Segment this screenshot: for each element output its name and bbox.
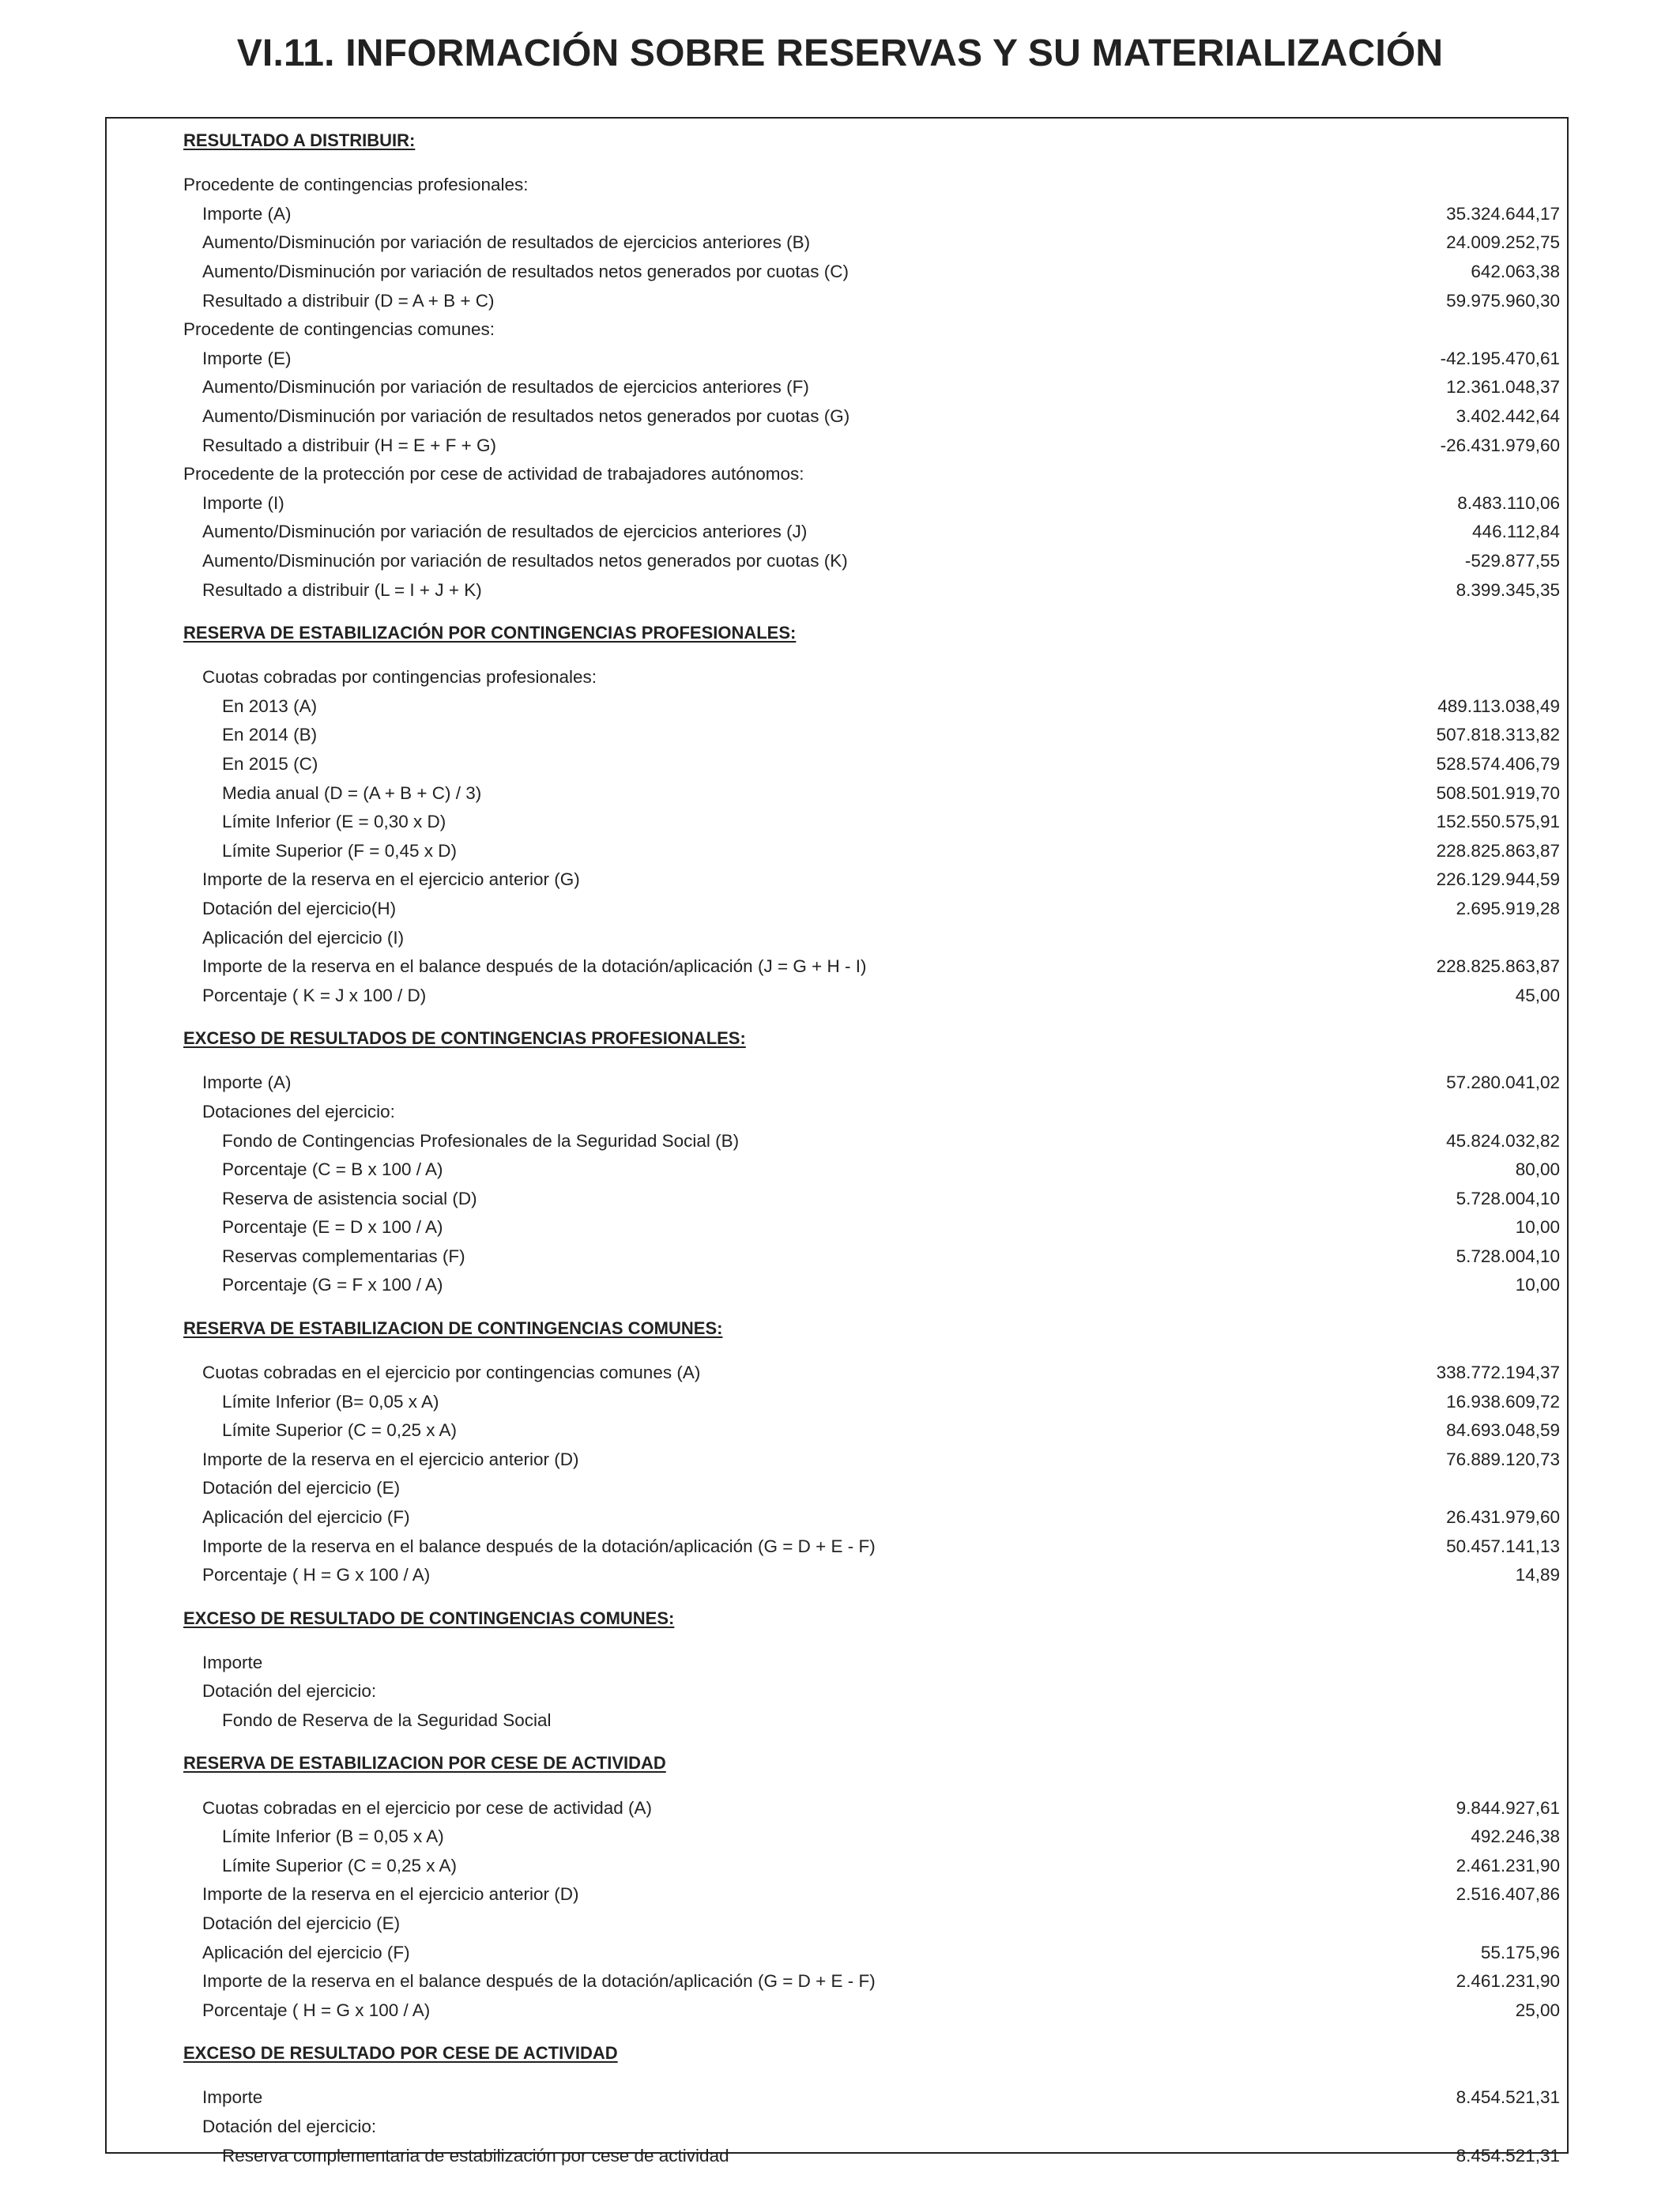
row-value: 2.461.231,90	[1456, 1855, 1560, 1875]
row-label: Porcentaje ( H = G x 100 / A)	[202, 2000, 431, 2020]
row-value: 8.454.521,31	[1456, 2145, 1560, 2166]
row-value: 226.129.944,59	[1436, 869, 1560, 890]
section	[183, 1604, 1560, 1736]
table-row	[183, 460, 1560, 489]
table-row	[183, 200, 1560, 229]
row-label: Límite Superior (C = 0,25 x A)	[222, 1420, 458, 1441]
row-value: 35.324.644,17	[1446, 203, 1560, 224]
row-value: 3.402.442,64	[1456, 406, 1560, 427]
table-row	[183, 836, 1560, 865]
row-value: -26.431.979,60	[1440, 435, 1560, 455]
table-row	[183, 1098, 1560, 1127]
table-row	[183, 1242, 1560, 1272]
table-row	[183, 1446, 1560, 1475]
row-label: Importe de la reserva en el ejercicio anterior (G)	[202, 869, 580, 890]
row-value: 26.431.979,60	[1446, 1507, 1560, 1528]
row-value: 9.844.927,61	[1456, 1797, 1560, 1818]
row-label: Procedente de contingencias profesionales:	[183, 175, 529, 195]
table-row	[183, 315, 1560, 345]
table-row	[183, 808, 1560, 837]
row-label: Reservas complementarias (F)	[222, 1246, 465, 1266]
table-row	[183, 1155, 1560, 1185]
table-row	[183, 1649, 1560, 1678]
row-label: Límite Inferior (B = 0,05 x A)	[222, 1826, 444, 1847]
table-row	[183, 721, 1560, 750]
row-label: Media anual (D = (A + B + C) / 3)	[222, 782, 482, 803]
document-frame	[105, 117, 1569, 2166]
table-row	[183, 1793, 1560, 1823]
row-value: 45,00	[1515, 985, 1560, 1005]
table-row	[183, 1852, 1560, 1881]
reserves-content	[183, 126, 1560, 2170]
row-label: Fondo de Reserva de la Seguridad Social	[222, 1710, 552, 1731]
row-value: 5.728.004,10	[1456, 1246, 1560, 1266]
table-row	[183, 952, 1560, 982]
row-value: 84.693.048,59	[1446, 1420, 1560, 1441]
section	[183, 1314, 1560, 1590]
table-row	[183, 489, 1560, 518]
row-label: Importe (A)	[202, 1072, 292, 1093]
row-value: 14,89	[1515, 1565, 1560, 1585]
row-label: Procedente de la protección por cese de actividad de trabajadores autónomos:	[183, 464, 804, 484]
row-value: 16.938.609,72	[1446, 1391, 1560, 1412]
table-row	[183, 1213, 1560, 1242]
row-label: Importe	[202, 2087, 263, 2108]
section-title: RESERVA DE ESTABILIZACION POR CESE DE ACTIVIDAD	[183, 1753, 666, 1774]
row-value: 50.457.141,13	[1446, 1536, 1560, 1556]
table-row	[183, 1706, 1560, 1736]
table-row	[183, 895, 1560, 924]
table-row	[183, 1184, 1560, 1213]
row-value: 507.818.313,82	[1436, 725, 1560, 745]
row-label: Aumento/Disminución por variación de resultados netos generados por cuotas (C)	[202, 262, 849, 282]
row-label: En 2013 (A)	[222, 696, 318, 716]
row-label: Procedente de contingencias comunes:	[183, 319, 495, 340]
row-value: 528.574.406,79	[1436, 753, 1560, 774]
row-label: Aplicación del ejercicio (F)	[202, 1942, 410, 1962]
table-row	[183, 1416, 1560, 1446]
table-row	[183, 663, 1560, 692]
table-row	[183, 1532, 1560, 1561]
row-label: Importe (I)	[202, 492, 284, 513]
table-row	[183, 431, 1560, 460]
table-row	[183, 258, 1560, 287]
row-value: 45.824.032,82	[1446, 1130, 1560, 1151]
row-value: 80,00	[1515, 1159, 1560, 1180]
row-label: Importe de la reserva en el balance después de la dotación/aplicación (J = G + H - I)	[202, 956, 867, 977]
row-value: 338.772.194,37	[1436, 1363, 1560, 1383]
row-value: 642.063,38	[1471, 262, 1560, 282]
row-label: Resultado a distribuir (D = A + B + C)	[202, 290, 495, 311]
row-label: Límite Inferior (B= 0,05 x A)	[222, 1391, 439, 1412]
table-row	[183, 345, 1560, 374]
table-row	[183, 1677, 1560, 1706]
table-row	[183, 778, 1560, 808]
row-label: Importe (E)	[202, 348, 292, 368]
section-title: EXCESO DE RESULTADOS DE CONTINGENCIAS PROFESIONALES:	[183, 1028, 746, 1049]
section	[183, 1749, 1560, 2025]
section-title: RESULTADO A DISTRIBUIR:	[183, 130, 416, 150]
row-label: En 2014 (B)	[222, 725, 318, 745]
row-value: 76.889.120,73	[1446, 1449, 1560, 1469]
row-label: Porcentaje (E = D x 100 / A)	[222, 1217, 443, 1238]
row-label: Aumento/Disminución por variación de resultados de ejercicios anteriores (F)	[202, 377, 809, 398]
table-row	[183, 2083, 1560, 2113]
row-value: 2.516.407,86	[1456, 1884, 1560, 1905]
row-value: 228.825.863,87	[1436, 840, 1560, 861]
row-label: Dotación del ejercicio (E)	[202, 1478, 401, 1498]
table-row	[183, 1069, 1560, 1098]
row-value: 2.695.919,28	[1456, 898, 1560, 918]
row-value: 8.399.345,35	[1456, 579, 1560, 600]
row-value: 446.112,84	[1472, 522, 1560, 542]
row-value: 24.009.252,75	[1446, 232, 1560, 253]
row-label: Aumento/Disminución por variación de resultados netos generados por cuotas (G)	[202, 406, 850, 427]
table-row	[183, 575, 1560, 605]
row-value: 57.280.041,02	[1446, 1072, 1560, 1093]
row-label: Dotaciones del ejercicio:	[202, 1101, 395, 1122]
table-row	[183, 1561, 1560, 1590]
row-value: 59.975.960,30	[1446, 290, 1560, 311]
row-label: Importe (A)	[202, 203, 292, 224]
row-label: Porcentaje ( H = G x 100 / A)	[202, 1565, 431, 1585]
table-row	[183, 865, 1560, 895]
row-value: -42.195.470,61	[1440, 348, 1560, 368]
table-row	[183, 1503, 1560, 1532]
table-row	[183, 1126, 1560, 1155]
table-row	[183, 373, 1560, 402]
row-label: Cuotas cobradas por contingencias profesionales:	[202, 667, 597, 688]
row-value: 10,00	[1515, 1217, 1560, 1238]
row-value: 8.483.110,06	[1457, 492, 1560, 513]
row-value: 489.113.038,49	[1437, 696, 1560, 716]
row-value: 12.361.048,37	[1446, 377, 1560, 398]
section-title: RESERVA DE ESTABILIZACIÓN POR CONTINGENCIAS PROFESIONALES:	[183, 622, 797, 643]
table-row	[183, 1387, 1560, 1416]
table-row	[183, 1967, 1560, 1996]
row-value: 508.501.919,70	[1436, 782, 1560, 803]
row-label: Fondo de Contingencias Profesionales de la Seguridad Social (B)	[222, 1130, 740, 1151]
section	[183, 1024, 1560, 1300]
row-label: Dotación del ejercicio:	[202, 2116, 377, 2136]
row-value: 55.175,96	[1480, 1942, 1560, 1962]
table-row	[183, 171, 1560, 200]
table-row	[183, 402, 1560, 432]
section-title: RESERVA DE ESTABILIZACION DE CONTINGENCIAS COMUNES:	[183, 1318, 723, 1338]
row-label: Dotación del ejercicio(H)	[202, 898, 397, 918]
section-title: EXCESO DE RESULTADO POR CESE DE ACTIVIDAD	[183, 2043, 618, 2064]
table-row	[183, 1996, 1560, 2025]
table-row	[183, 228, 1560, 258]
row-label: Aumento/Disminución por variación de resultados de ejercicios anteriores (J)	[202, 522, 808, 542]
row-value: 10,00	[1515, 1275, 1560, 1295]
table-row	[183, 1474, 1560, 1503]
row-label: Aumento/Disminución por variación de resultados netos generados por cuotas (K)	[202, 551, 848, 571]
section	[183, 126, 1560, 605]
row-label: Aplicación del ejercicio (F)	[202, 1507, 410, 1528]
row-label: Reserva complementaria de estabilización por cese de actividad	[222, 2145, 729, 2166]
row-value: -529.877,55	[1464, 551, 1560, 571]
row-value: 5.728.004,10	[1456, 1188, 1560, 1208]
table-row	[183, 750, 1560, 779]
section	[183, 619, 1560, 1010]
row-label: Importe de la reserva en el ejercicio anterior (D)	[202, 1449, 579, 1469]
table-row	[183, 1823, 1560, 1852]
row-value: 228.825.863,87	[1436, 956, 1560, 977]
table-row	[183, 692, 1560, 722]
table-row	[183, 1359, 1560, 1388]
table-row	[183, 1909, 1560, 1939]
table-row	[183, 2113, 1560, 2142]
row-label: Resultado a distribuir (H = E + F + G)	[202, 435, 497, 455]
page-title: VI.11. INFORMACIÓN SOBRE RESERVAS Y SU MATERIALIZACIÓN	[236, 32, 1444, 74]
row-label: Resultado a distribuir (L = I + J + K)	[202, 579, 482, 600]
row-label: Porcentaje (C = B x 100 / A)	[222, 1159, 443, 1180]
row-label: Cuotas cobradas en el ejercicio por contingencias comunes (A)	[202, 1363, 701, 1383]
row-label: Límite Superior (C = 0,25 x A)	[222, 1855, 458, 1875]
section-title: EXCESO DE RESULTADO DE CONTINGENCIAS COMUNES:	[183, 1608, 675, 1628]
table-row	[183, 1938, 1560, 1967]
row-value: 2.461.231,90	[1456, 1971, 1560, 1992]
row-label: Dotación del ejercicio (E)	[202, 1913, 401, 1933]
table-row	[183, 1271, 1560, 1300]
table-row	[183, 981, 1560, 1010]
row-label: Importe de la reserva en el balance después de la dotación/aplicación (G = D + E - F)	[202, 1536, 876, 1556]
table-row	[183, 286, 1560, 315]
table-row	[183, 518, 1560, 547]
row-label: Cuotas cobradas en el ejercicio por cese de actividad (A)	[202, 1797, 653, 1818]
row-label: Importe	[202, 1652, 263, 1672]
row-value: 25,00	[1515, 2000, 1560, 2020]
table-row	[183, 2141, 1560, 2170]
section	[183, 2039, 1560, 2170]
row-label: Aumento/Disminución por variación de resultados de ejercicios anteriores (B)	[202, 232, 811, 253]
row-label: Porcentaje ( K = J x 100 / D)	[202, 985, 427, 1005]
row-label: Aplicación del ejercicio (I)	[202, 927, 405, 948]
table-row	[183, 923, 1560, 952]
row-value: 492.246,38	[1471, 1826, 1560, 1847]
row-label: Límite Inferior (E = 0,30 x D)	[222, 812, 446, 832]
row-value: 152.550.575,91	[1436, 812, 1560, 832]
row-label: Porcentaje (G = F x 100 / A)	[222, 1275, 443, 1295]
row-value: 8.454.521,31	[1456, 2087, 1560, 2108]
row-label: Importe de la reserva en el balance después de la dotación/aplicación (G = D + E - F)	[202, 1971, 876, 1992]
row-label: En 2015 (C)	[222, 753, 318, 774]
row-label: Límite Superior (F = 0,45 x D)	[222, 840, 457, 861]
table-row	[183, 547, 1560, 576]
table-row	[183, 1880, 1560, 1909]
row-label: Importe de la reserva en el ejercicio anterior (D)	[202, 1884, 579, 1905]
row-label: Reserva de asistencia social (D)	[222, 1188, 477, 1208]
row-label: Dotación del ejercicio:	[202, 1681, 377, 1702]
